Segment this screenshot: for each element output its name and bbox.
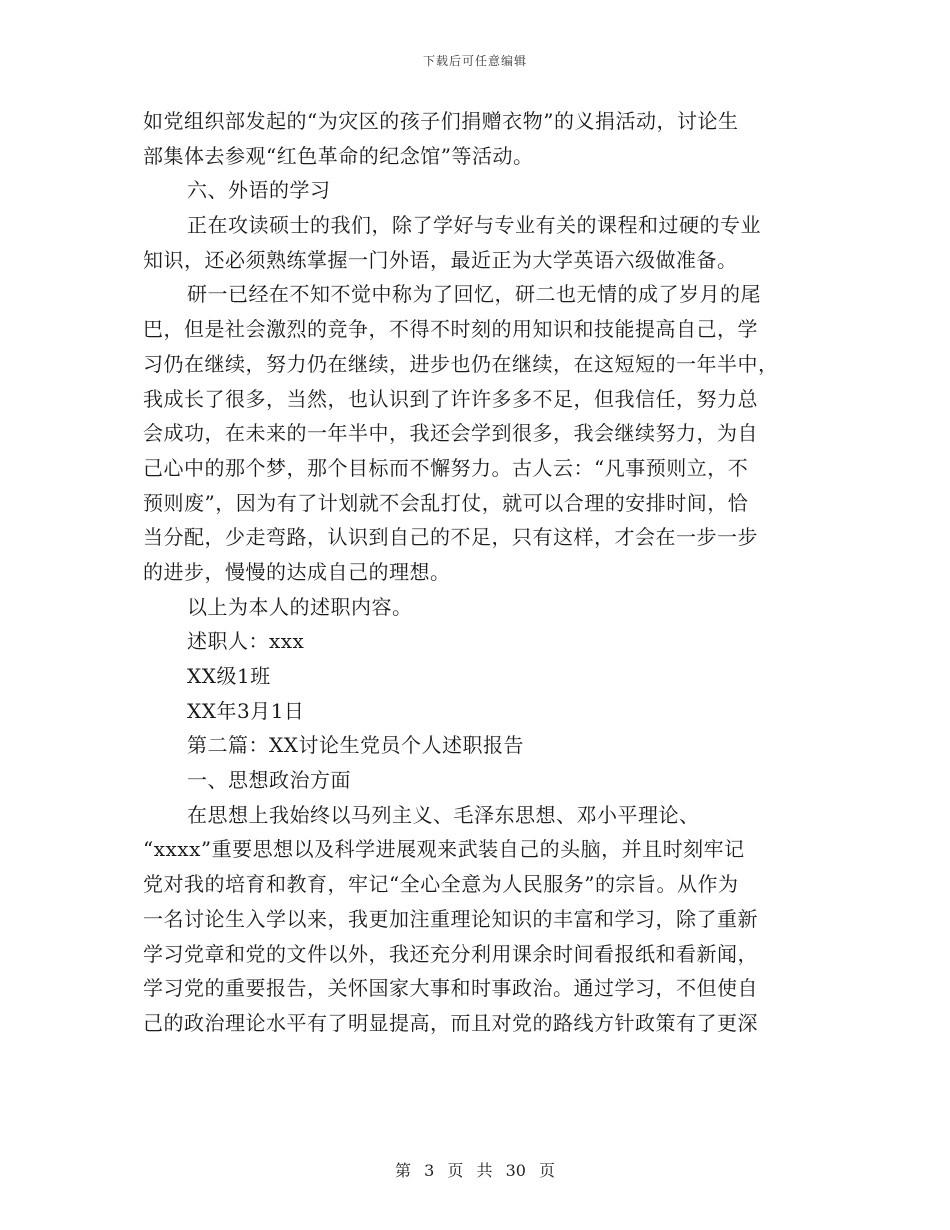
page-label-mid: 页 — [447, 1161, 464, 1180]
text-line: 己的政治理论水平有了明显提高，而且对党的路线方针政策有了更深 — [143, 1010, 758, 1035]
text-line: 习仍在继续，努力仍在继续，进步也仍在继续，在这短短的一年半中， — [143, 351, 779, 376]
text-line: 当分配，少走弯路，认识到自己的不足，只有这样，才会在一步一步 — [143, 525, 758, 550]
page-footer — [0, 1158, 950, 1181]
text-line: 以上为本人的述职内容。 — [187, 594, 413, 619]
text-line: 六、外语的学习 — [187, 178, 331, 203]
text-line: 学习党的重要报告，关怀国家大事和时事政治。通过学习，不但使自 — [143, 976, 758, 1001]
text-line: 研一已经在不知不觉中称为了回忆，研二也无情的成了岁月的尾 — [187, 282, 761, 307]
text-line: 一、思想政治方面 — [187, 768, 351, 793]
total-pages: 30 — [505, 1161, 526, 1180]
text-line: 正在攻读硕士的我们，除了学好与专业有关的课程和过硬的专业 — [187, 213, 761, 238]
text-line: XX级1班 — [187, 664, 271, 688]
text-line: 预则废”，因为有了计划就不会乱打仗，就可以合理的安排时间，恰 — [143, 490, 749, 515]
text-line: 第二篇：XX讨论生党员个人述职报告 — [187, 733, 524, 758]
text-line: 知识，还必须熟练掌握一门外语，最近正为大学英语六级做准备。 — [143, 247, 738, 272]
text-line: 如党组织部发起的“为灾区的孩子们捐赠衣物”的义捐活动，讨论生 — [143, 109, 739, 133]
page-label-total-prefix: 共 — [476, 1161, 493, 1180]
text-line: 己心中的那个梦，那个目标而不懈努力。古人云：“凡事预则立，不 — [143, 455, 749, 480]
text-line: 会成功，在未来的一年半中，我还会学到很多，我会继续努力，为自 — [143, 421, 758, 446]
text-line: “xxxx”重要思想以及科学进展观来武装自己的头脑，并且时刻牢记 — [143, 837, 745, 862]
page-number: 3 — [424, 1161, 435, 1180]
text-line: XX年3月1日 — [187, 698, 305, 723]
text-line: 巴，但是社会激烈的竞争，不得不时刻的用知识和技能提高自己，学 — [143, 317, 758, 342]
text-line: 的进步，慢慢的达成自己的理想。 — [143, 559, 451, 584]
page-label-prefix: 第 — [394, 1161, 411, 1180]
text-line: 在思想上我始终以马列主义、毛泽东思想、邓小平理论、 — [187, 802, 700, 827]
text-line: 学习党章和党的文件以外，我还充分利用课余时间看报纸和看新闻， — [143, 941, 758, 966]
text-line: 部集体去参观“红色革命的纪念馆”等活动。 — [143, 143, 534, 168]
text-line: 党对我的培育和教育，牢记“全心全意为人民服务”的宗旨。从作为 — [143, 872, 739, 897]
page-label-suffix: 页 — [539, 1161, 556, 1180]
document-body — [143, 104, 803, 1041]
text-line: 一名讨论生入学以来，我更加注重理论知识的丰富和学习，除了重新 — [143, 906, 758, 931]
text-line: 述职人：xxx — [187, 629, 305, 654]
text-line: 我成长了很多，当然，也认识到了许许多多不足，但我信任，努力总 — [143, 386, 758, 411]
page-header-note: 下载后可任意编辑 — [422, 54, 527, 68]
